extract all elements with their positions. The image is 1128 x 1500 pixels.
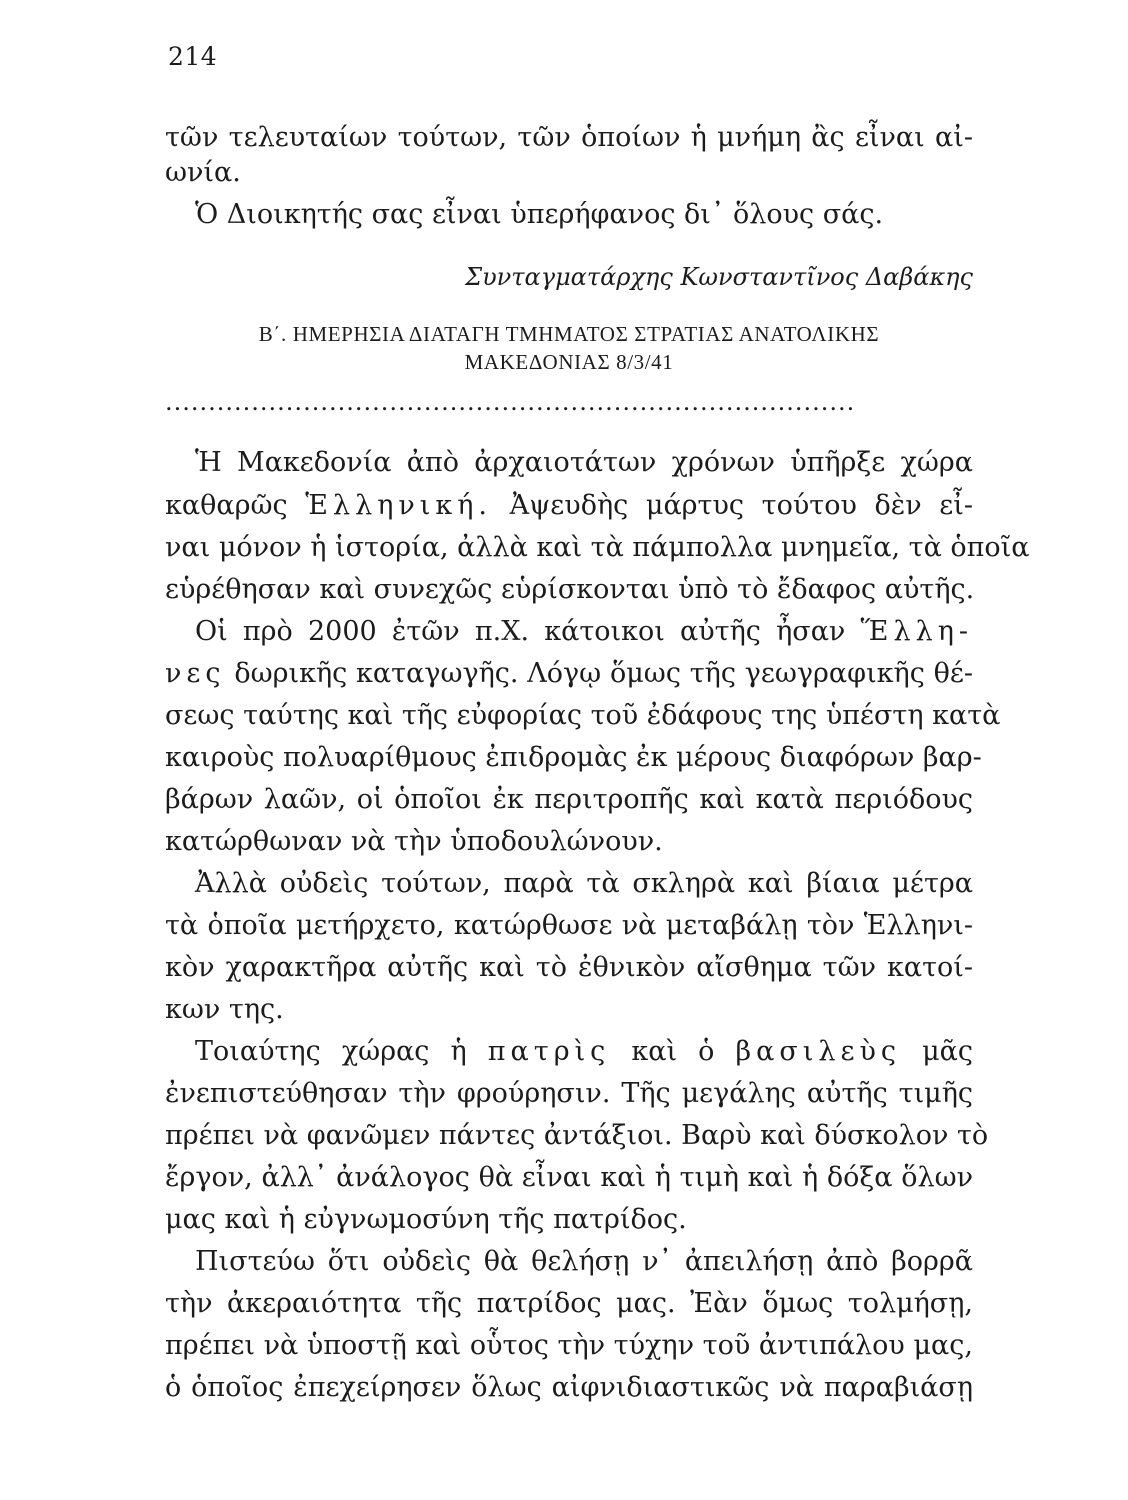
spaced-emphasis: πατρὶς [487,1036,611,1067]
text-line: τῶν τελευταίων τούτων, τῶν ὁποίων ἡ μνήμη ἂς εἶναι αἰ- [165,122,973,153]
text-line: κὸν χαρακτῆρα αὐτῆς καὶ τὸ ἐθνικὸν αἴσθημα τῶν κατοί- [165,952,973,983]
spaced-emphasis: Ἕλλη- [860,616,973,647]
dotted-separator: ................................................................................ [165,388,856,416]
text-line: πρέπει νὰ ὑποστῇ καὶ οὗτος τὴν τύχην τοῦ ἀντιπάλου μας, [165,1330,973,1361]
text-line: Ἡ Μακεδονία ἀπὸ ἀρχαιοτάτων χρόνων ὑπῆρξε χώρα [195,447,973,478]
text-line: νες δωρικῆς καταγωγῆς. Λόγῳ ὅμως τῆς γεωγραφικῆς θέ- [165,658,973,689]
text-line: ωνία. [165,157,241,188]
text-line: ἐνεπιστεύθησαν τὴν φρούρησιν. Τῆς μεγάλης αὐτῆς τιμῆς [165,1078,973,1109]
spaced-emphasis: νες [165,658,226,689]
text-line: Ὁ Διοικητής σας εἶναι ὑπερήφανος δι᾽ ὅλους σάς. [195,199,884,230]
signature: Συνταγματάρχης Κωνσταντῖνος Δαβάκης [465,263,973,291]
text-line: ἔργον, ἀλλ᾽ ἀνάλογος θὰ εἶναι καὶ ἡ τιμὴ καὶ ἡ δόξα ὅλων [165,1162,973,1193]
page-number: 214 [168,42,218,71]
text-line: κων της. [165,994,284,1025]
spaced-emphasis: βασιλεὺς [735,1036,901,1067]
text-line: καιροὺς πολυαρίθμους ἐπιδρομὰς ἐκ μέρους διαφόρων βαρ- [165,742,982,773]
text-line: καθαρῶς Ἑλληνική. Ἀψευδὴς μάρτυς τούτου δὲν εἶ- [165,490,973,521]
text-line: ὁ ὁποῖος ἐπεχείρησεν ὅλως αἰφνιδιαστικῶς νὰ παραβιάσῃ [165,1372,973,1403]
text-line: ναι μόνον ἡ ἱστορία, ἀλλὰ καὶ τὰ πάμπολλα μνημεῖα, τὰ ὁποῖα [165,532,1030,563]
text-line: Πιστεύω ὅτι οὐδεὶς θὰ θελήσῃ ν᾽ ἀπειλήσῃ ἀπὸ βορρᾶ [195,1246,973,1277]
text-line: Τοιαύτης χώρας ἡ πατρὶς καὶ ὁ βασιλεὺς μᾶς [195,1036,973,1067]
text-line: τὰ ὁποῖα μετήρχετο, κατώρθωσε νὰ μεταβάλῃ τὸν Ἑλληνι- [165,910,973,941]
text-line: τὴν ἀκεραιότητα τῆς πατρίδος μας. Ἐὰν ὅμως τολμήσῃ, [165,1288,973,1319]
text-line: κατώρθωναν νὰ τὴν ὑποδουλώνουν. [165,826,663,857]
text-line: Ἀλλὰ οὐδεὶς τούτων, παρὰ τὰ σκληρὰ καὶ βίαια μέτρα [195,868,973,899]
text-line: εὑρέθησαν καὶ συνεχῶς εὑρίσκονται ὑπὸ τὸ ἔδαφος αὐτῆς. [165,574,975,605]
text-line: Οἱ πρὸ 2000 ἐτῶν π.Χ. κάτοικοι αὐτῆς ἦσαν Ἕλλη- [195,616,973,647]
text-line: σεως ταύτης καὶ τῆς εὐφορίας τοῦ ἐδάφους της ὑπέστη κατὰ [165,700,1001,731]
text-line: πρέπει νὰ φανῶμεν πάντες ἀντάξιοι. Βαρὺ καὶ δύσκολον τὸ [165,1120,989,1151]
text-line: βάρων λαῶν, οἱ ὁποῖοι ἐκ περιτροπῆς καὶ κατὰ περιόδους [165,784,973,815]
text-line: μας καὶ ἡ εὐγνωμοσύνη τῆς πατρίδος. [165,1204,687,1235]
spaced-emphasis: Ἑλληνική. [305,490,492,521]
section-heading: Β΄. ΗΜΕΡΗΣΙΑ ΔΙΑΤΑΓΗ ΤΜΗΜΑΤΟΣ ΣΤΡΑΤΙΑΣ ΑΝΑΤΟΛΙΚΗΣ [258,322,880,346]
section-heading-date: ΜΑΚΕΔΟΝΙΑΣ 8/3/41 [464,350,674,374]
